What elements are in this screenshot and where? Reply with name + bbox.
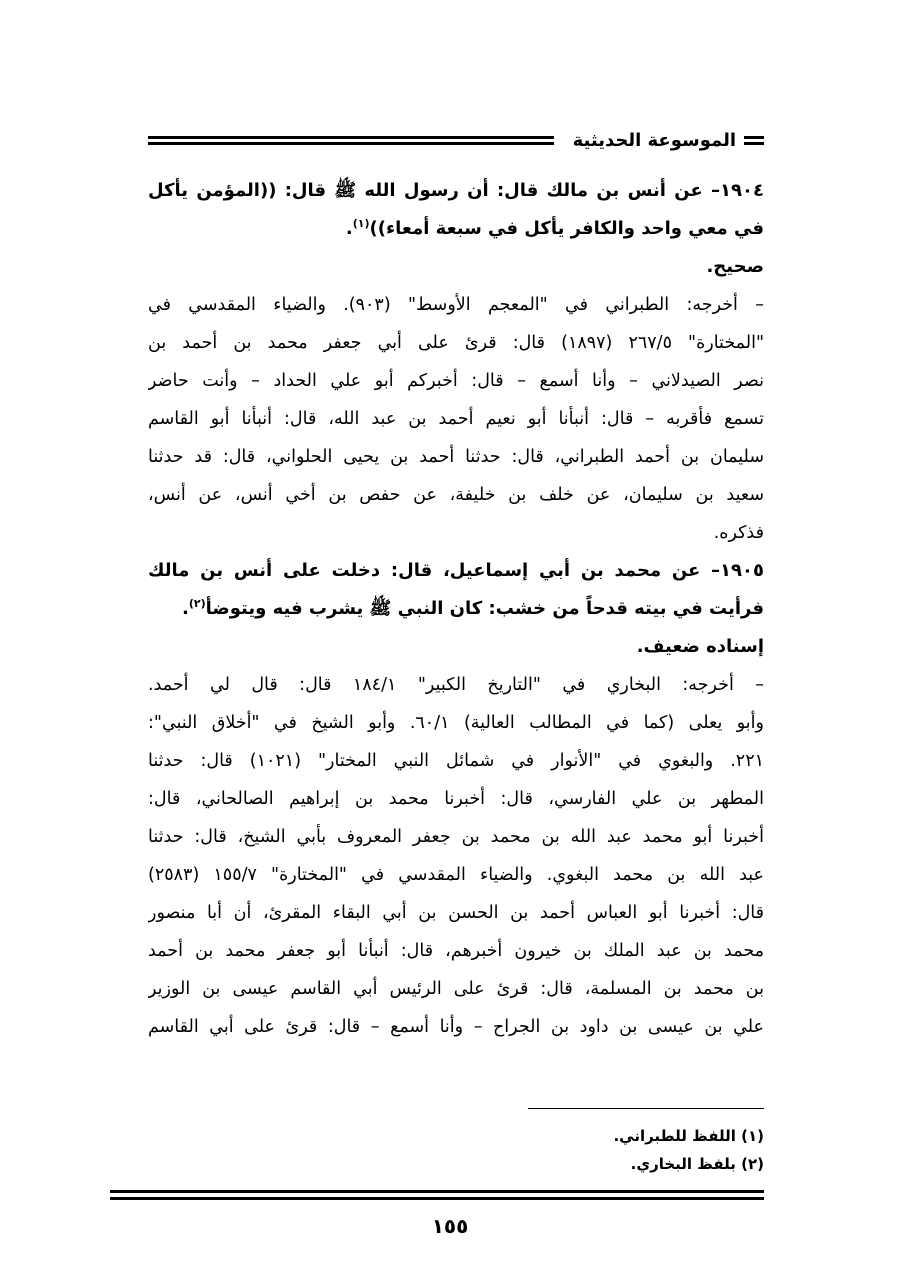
takhrij-line: سعيد بن سليمان، عن خلف بن خليفة، عن حفص بن أخي أنس، عن أنس، [148, 485, 764, 505]
takhrij-line: أخبرنا أبو محمد عبد الله بن محمد بن جعفر المعروف بأبي الشيخ، قال: حدثنا [148, 827, 764, 847]
takhrij-line: علي بن عيسى بن داود بن الجراح – وأنا أسمع – قال: قرئ على أبي القاسم [148, 1017, 764, 1037]
takhrij-line: بن محمد بن المسلمة، قال: قرئ على الرئيس أبي القاسم عيسى بن الوزير [148, 979, 764, 999]
takhrij-line: ٢٢١. والبغوي في "الأنوار في شمائل النبي المختار" (١٠٢١) قال: حدثنا [148, 751, 764, 771]
hadith-text-line: فرأيت في بيته قدحاً من خشب: كان النبي ﷺ يشرب فيه ويتوضأ$^{(٢)}$. [181, 597, 764, 619]
footer-rule-bottom [110, 1197, 764, 1200]
footnote-ref-1: (١) [352, 217, 370, 230]
hadith-text-line: في معي واحد والكافر يأكل في سبعة أمعاء))$^{(١)}$. [345, 217, 764, 239]
takhrij-line: وأبو يعلى (كما في المطالب العالية) ٦٠/١. وأبو الشيخ في "أخلاق النبي": [148, 713, 764, 733]
hadith-text: فرأيت في بيته قدحاً من خشب: كان النبي ﷺ يشرب فيه ويتوضأ [205, 598, 764, 619]
takhrij-line: – أخرجه: البخاري في "التاريخ الكبير" ١٨٤/١ قال: قال لي أحمد. [148, 675, 764, 695]
takhrij-line: "المختارة" ٢٦٧/٥ (١٨٩٧) قال: قرئ على أبي جعفر محمد بن أحمد بن [148, 333, 764, 353]
footnotes [148, 1122, 764, 1178]
header-rule-right-top [744, 136, 764, 139]
header-rule-left-top [148, 136, 554, 139]
footnote-2: (٢) بلفظ البخاري. [630, 1155, 764, 1173]
takhrij-line: المطهر بن علي الفارسي، قال: أخبرنا محمد بن إبراهيم الصالحاني، قال: [148, 789, 764, 809]
hadith-text-line: ١٩٠٤– عن أنس بن مالك قال: أن رسول الله ﷺ قال: ((المؤمن يأكل [148, 180, 764, 201]
hadith-1905 [148, 552, 764, 1046]
takhrij-line: سليمان بن أحمد الطبراني، قال: حدثنا أحمد بن يحيى الحلواني، قال: قد حدثنا [148, 447, 764, 467]
footnote-ref-2: (٢) [188, 597, 206, 610]
page-number: ١٥٥ [431, 1214, 469, 1238]
hadith-1904 [148, 172, 764, 552]
takhrij-line: عبد الله بن محمد البغوي. والضياء المقدسي في "المختارة" ١٥٥/٧ (٢٥٨٣) [148, 865, 764, 885]
takhrij-line: قال: أخبرنا أبو العباس أحمد بن الحسن بن أبي البقاء المقرئ، أن أبا منصور [148, 903, 764, 923]
header-rule-left-bottom [148, 142, 554, 145]
takhrij-line: تسمع فأقربه – قال: أنبأنا أبو نعيم أحمد بن عبد الله، قال: أنبأنا أبو القاسم [148, 409, 764, 429]
footer-rule-top [110, 1190, 764, 1193]
header-rule-right-bottom [744, 142, 764, 145]
header-title: الموسوعة الحديثية [567, 128, 742, 154]
takhrij-line: محمد بن عبد الملك بن خيرون أخبرهم، قال: أنبأنا أبو جعفر محمد بن أحمد [148, 941, 764, 961]
grading: إسناده ضعيف. [636, 636, 764, 657]
running-header [148, 128, 764, 154]
footnote-separator [528, 1108, 764, 1109]
takhrij-line: – أخرجه: الطبراني في "المعجم الأوسط" (٩٠٣). والضياء المقدسي في [148, 295, 764, 315]
footnote-1: (١) اللفظ للطبراني. [613, 1127, 764, 1145]
hadith-text: في معي واحد والكافر يأكل في سبعة أمعاء)) [369, 218, 764, 239]
takhrij-line: فذكره. [713, 523, 764, 543]
grading: صحيح. [706, 256, 764, 277]
takhrij-line: نصر الصيدلاني – وأنا أسمع – قال: أخبركم أبو علي الحداد – وأنت حاضر [148, 371, 764, 391]
page-body [148, 172, 764, 1046]
hadith-text-line: ١٩٠٥– عن محمد بن أبي إسماعيل، قال: دخلت على أنس بن مالك [148, 560, 764, 581]
